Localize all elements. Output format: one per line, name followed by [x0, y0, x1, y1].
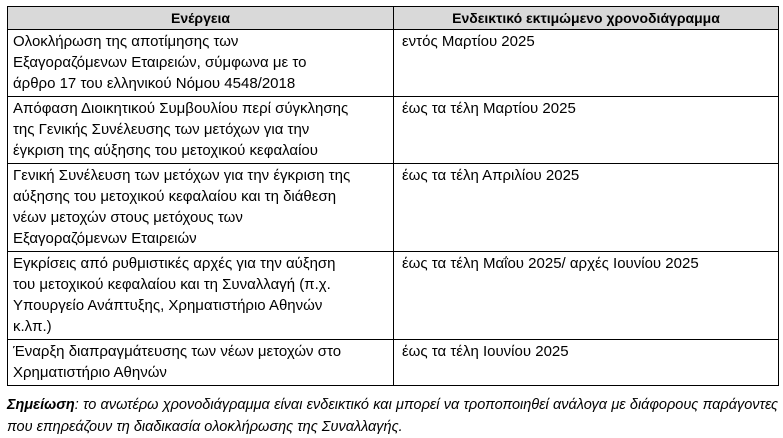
header-timeline: Ενδεικτικό εκτιμώμενο χρονοδιάγραμμα [394, 7, 779, 30]
table-row [8, 252, 779, 340]
table-header-row [8, 7, 779, 30]
footnote-text: : το ανωτέρω χρονοδιάγραμμα είναι ενδεικτικό και μπορεί να τροποποιηθεί ανάλογα με διάφορους παράγοντες που επηρεάζουν τη διαδικασία ολοκλήρωσης της Συναλλαγής. [7, 396, 778, 435]
footnote-label: Σημείωση [7, 396, 75, 413]
footnote [7, 394, 778, 438]
table-row [8, 340, 779, 386]
row-action: Εγκρίσεις από ρυθμιστικές αρχές για την αύξηση του μετοχικού κεφαλαίου και τη Συναλλαγή (π.χ. Υπουργείο Ανάπτυξης, Χρηματιστήριο Αθηνών κ.λπ.) [8, 252, 394, 340]
row-timeline: έως τα τέλη Μαρτίου 2025 [394, 97, 779, 164]
row-timeline: έως τα τέλη Απριλίου 2025 [394, 164, 779, 252]
row-action: Έναρξη διαπραγμάτευσης των νέων μετοχών στο Χρηματιστήριο Αθηνών [8, 340, 394, 386]
row-action: Απόφαση Διοικητικού Συμβουλίου περί σύγκλησης της Γενικής Συνέλευσης των μετόχων για την έγκριση της αύξησης του μετοχικού κεφαλαίου [8, 97, 394, 164]
row-action: Γενική Συνέλευση των μετόχων για την έγκριση της αύξησης του μετοχικού κεφαλαίου και τη διάθεση νέων μετοχών στους μετόχους των Εξαγοραζόμενων Εταιρειών [8, 164, 394, 252]
table-row [8, 97, 779, 164]
table-row [8, 164, 779, 252]
row-timeline: έως τα τέλη Μαΐου 2025/ αρχές Ιουνίου 2025 [394, 252, 779, 340]
row-action: Ολοκλήρωση της αποτίμησης των Εξαγοραζόμενων Εταιρειών, σύμφωνα με το άρθρο 17 του ελληνικού Νόμου 4548/2018 [8, 30, 394, 97]
row-timeline: εντός Μαρτίου 2025 [394, 30, 779, 97]
timeline-table [7, 6, 779, 386]
table-row [8, 30, 779, 97]
header-action: Ενέργεια [8, 7, 394, 30]
row-timeline: έως τα τέλη Ιουνίου 2025 [394, 340, 779, 386]
